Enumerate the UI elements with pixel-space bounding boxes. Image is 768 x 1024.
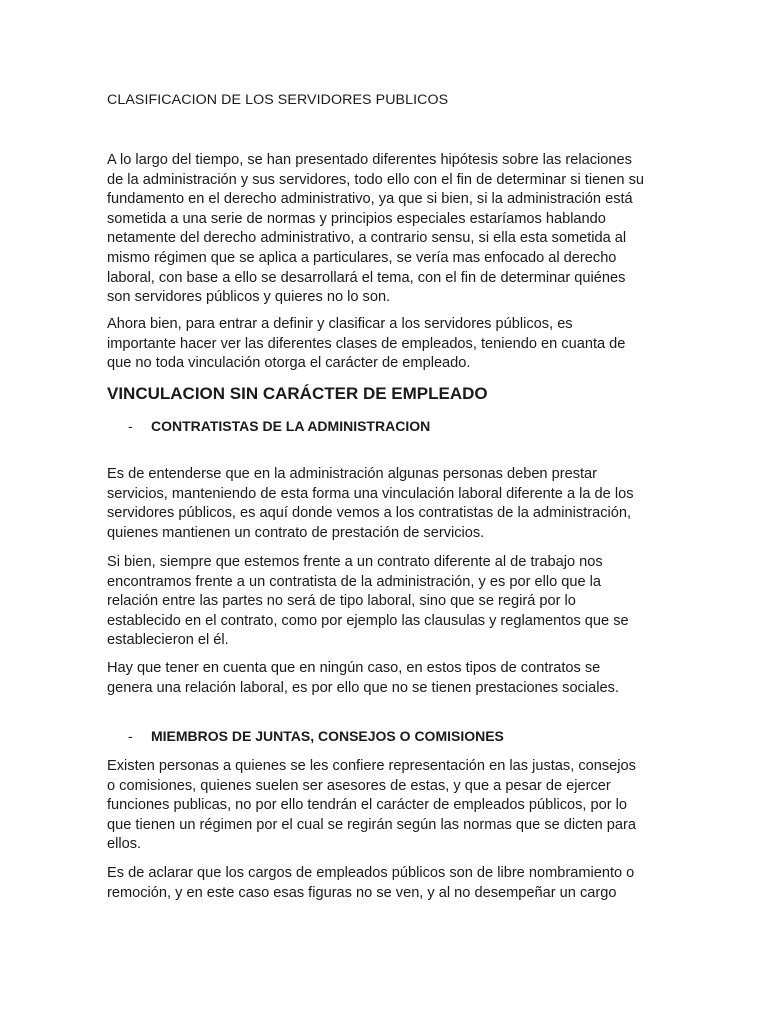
subsection-heading-text: MIEMBROS DE JUNTAS, CONSEJOS O COMISIONES [151, 728, 504, 744]
intro-paragraph: Ahora bien, para entrar a definir y clasificar a los servidores públicos, es importante hacer ver las diferentes clases de empleados, teniendo en cuanta de que no toda vinculación otorga el carácter de empleado. [107, 316, 626, 372]
miembros-paragraph-2-block [107, 864, 667, 903]
intro-paragraph-1-block [107, 151, 667, 308]
body-paragraph: Es de aclarar que los cargos de empleados públicos son de libre nombramiento o remoción, y en este caso esas figuras no se ven, y al no desempeñar un cargo [107, 865, 635, 901]
document-title: CLASIFICACION DE LOS SERVIDORES PUBLICOS [107, 92, 449, 108]
subsection-heading-miembros [107, 728, 504, 744]
miembros-paragraph-1-block [107, 757, 667, 855]
subsection-heading-text: CONTRATISTAS DE LA ADMINISTRACION [151, 418, 431, 434]
section-heading: VINCULACION SIN CARÁCTER DE EMPLEADO [107, 384, 488, 403]
bullet-dash: - [128, 728, 133, 744]
bullet-dash: - [128, 418, 133, 434]
body-paragraph: Si bien, siempre que estemos frente a un contrato diferente al de trabajo nos encontramos frente a un contratista de la administración, y es por ello que la relación entre las partes no será de tipo laboral, sino que se regirá por lo establecido en el contrato, como por ejemplo las clausulas y reglamentos que se establecieron el él. [107, 554, 629, 649]
contratistas-paragraph-2-block [107, 553, 667, 651]
subsection-heading-contratistas [107, 418, 430, 434]
body-paragraph: Es de entenderse que en la administración algunas personas deben prestar servicios, manteniendo de esta forma una vinculación laboral diferente a la de los servidores públicos, es aquí donde vemos a los contratistas de la administración, quienes mantienen un contrato de prestación de servicios. [107, 466, 634, 541]
body-paragraph: Existen personas a quienes se les confiere representación en las justas, consejos o comisiones, quienes suelen ser asesores de estas, y que a pesar de ejercer funciones publicas, no por ello tendrán el carácter de empleados públicos, por lo que tienen un régimen por el cual se regirán según las normas que se dicten para ellos. [107, 758, 636, 853]
intro-paragraph: A lo largo del tiempo, se han presentado diferentes hipótesis sobre las relaciones de la administración y sus servidores, todo ello con el fin de determinar si tienen su fundamento en el derecho administrativo, ya que si bien, si la administración está sometida a una serie de normas y principios especiales estaríamos hablando netamente del derecho administrativo, a contrario sensu, si ella esta sometida al mismo régimen que se aplica a particulares, se vería mas enfocado al derecho laboral, con base a ello se desarrollará el tema, con el fin de determinar quiénes son servidores públicos y quieres no lo son. [107, 152, 645, 306]
intro-paragraph-2-block [107, 315, 667, 374]
body-paragraph: Hay que tener en cuenta que en ningún caso, en estos tipos de contratos se genera una relación laboral, es por ello que no se tienen prestaciones sociales. [107, 660, 619, 696]
contratistas-paragraph-3-block [107, 659, 667, 698]
contratistas-paragraph-1-block [107, 465, 667, 543]
